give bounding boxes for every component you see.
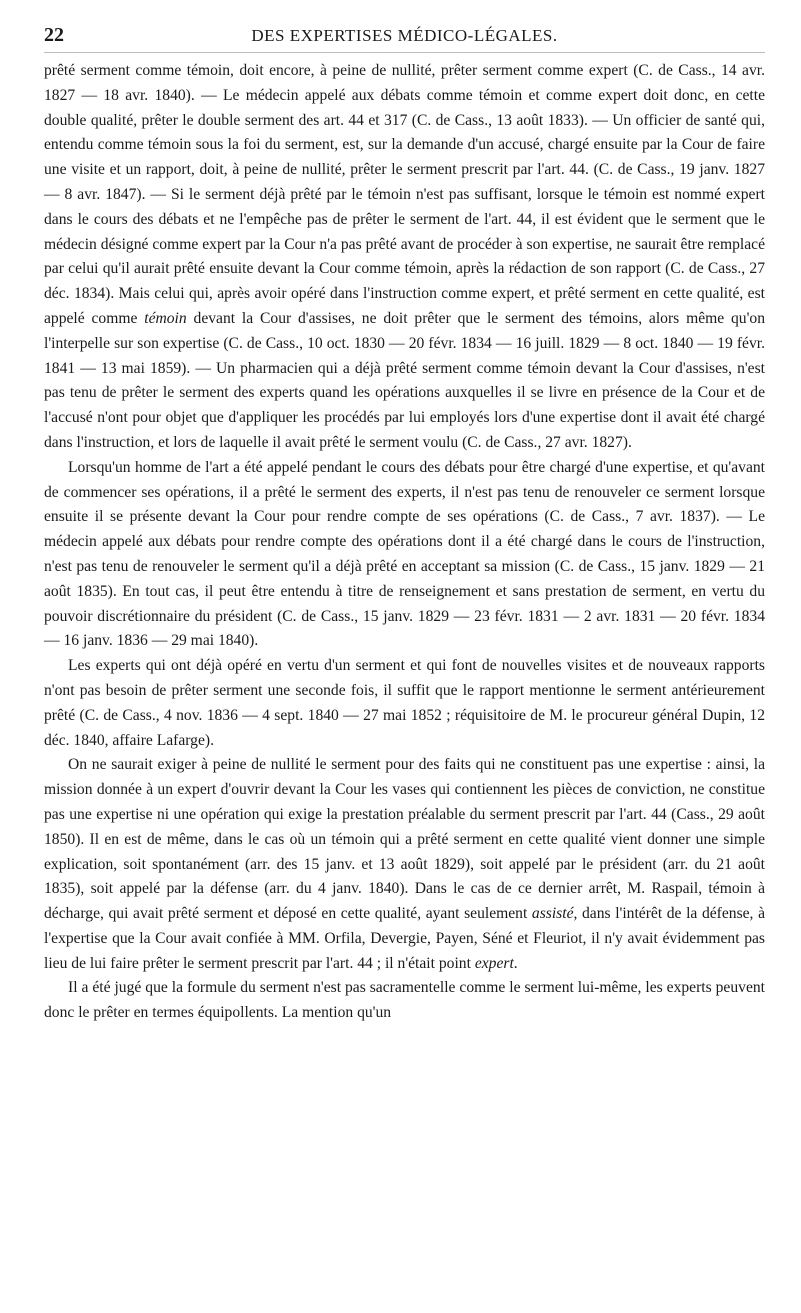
body-text	[44, 59, 765, 1026]
page-header	[44, 22, 765, 53]
emphasis-assiste: assisté	[531, 905, 574, 923]
running-head: DES EXPERTISES MÉDICO-LÉGALES.	[251, 26, 558, 45]
emphasis-temoin: témoin	[144, 309, 187, 327]
paragraph-1: prêté serment comme témoin, doit encore, à peine de nullité, prêter serment comme expert (C. de Cass., 14 avr. 1827 — 18 avr. 1840). — Le médecin appelé aux débats comme témoin et comme expert doit donc, en cette double qualité, prêter le double serment des art. 44 et 317 (C. de Cass., 13 août 1833). — Un officier de santé qui, entendu comme témoin sous la foi du serment, est, sur la demande d'un accusé, chargé ensuite par la Cour de faire une visite et un rapport, doit, à peine de nullité, prêter le serment prescrit par l'art. 44. (C. de Cass., 19 janv. 1827 — 8 avr. 1847). — Si le serment déjà prêté par le témoin n'est pas suffisant, lorsque le témoin est nommé expert dans le cours des débats et ne l'empêche pas de prêter le serment de l'art. 44, il est évident que le serment que le médecin désigné comme expert par la Cour n'a pas prêté avant de procéder à son expertise, ne saurait être remplacé par celui qu'il aurait prêté ensuite devant la Cour comme témoin, après la rédaction de son rapport (C. de Cass., 27 déc. 1834). Mais celui qui, après avoir opéré dans l'instruction comme expert, et prêté serment en cette qualité, est appelé comme témoin devant la Cour d'assises, ne doit prêter que le serment des témoins, alors même qu'on l'interpelle sur son expertise (C. de Cass., 10 oct. 1830 — 20 févr. 1834 — 16 juill. 1829 — 8 oct. 1840 — 19 févr. 1841 — 13 mai 1859). — Un pharmacien qui a déjà prêté serment comme témoin devant la Cour d'assises, n'est pas tenu de prêter le serment des experts quand les opérations auxquelles il se livre en présence de la Cour et de l'accusé n'ont pour objet que d'appliquer les procédés par lui employés lors d'une expertise dont il avait été chargé dans l'instruction, et lors de laquelle il avait prêté le serment voulu (C. de Cass., 27 avr. 1827).	[44, 62, 765, 451]
paragraph-4: On ne saurait exiger à peine de nullité le serment pour des faits qui ne constituent pas une expertise : ainsi, la mission donnée à un expert d'ouvrir devant la Cour les vases qui contiennent les pièces de conviction, ne constitue pas une expertise ni une opération qui exige la prestation préalable du serment prescrit par l'art. 44 (Cass., 29 août 1850). Il en est de même, dans le cas où un témoin qui a prêté serment en cette qualité vient donner une simple explication, soit spontanément (arr. des 15 janv. et 13 août 1829), soit appelé par le président (arr. du 21 août 1835), soit appelé par la défense (arr. du 4 janv. 1840). Dans le cas de ce dernier arrêt, M. Raspail, témoin à décharge, qui avait prêté serment et déposé en cette qualité, ayant seulement assisté, dans l'intérêt de la défense, à l'expertise que la Cour avait confiée à MM. Orfila, Devergie, Payen, Séné et Fleuriot, il n'y avait évidemment pas lieu de lui faire prêter le serment prescrit par l'art. 44 ; il n'était point expert.	[44, 756, 765, 972]
paragraph-3: Les experts qui ont déjà opéré en vertu d'un serment et qui font de nouvelles visites et de nouveaux rapports n'ont pas besoin de prêter serment une seconde fois, il suffit que le rapport mentionne le serment antérieurement prêté (C. de Cass., 4 nov. 1836 — 4 sept. 1840 — 27 mai 1852 ; réquisitoire de M. le procureur général Dupin, 12 déc. 1840, affaire Lafarge).	[44, 657, 765, 749]
page-number: 22	[44, 24, 64, 46]
paragraph-5: Il a été jugé que la formule du serment n'est pas sacramentelle comme le serment lui-même, les experts peuvent donc le prêter en termes équipollents. La mention qu'un	[44, 979, 765, 1022]
emphasis-expert: expert	[474, 954, 514, 972]
paragraph-2: Lorsqu'un homme de l'art a été appelé pendant le cours des débats pour être chargé d'une expertise, et qu'avant de commencer ses opérations, il a prêté le serment des experts, il n'est pas tenu de renouveler ce serment lorsque ensuite il se présente devant la Cour pour rendre compte de ses opérations (C. de Cass., 7 avr. 1837). — Le médecin appelé aux débats pour rendre compte des opérations dont il a été chargé dans le cours de l'instruction, n'est pas tenu de renouveler le serment qu'il a déjà prêté en acceptant sa mission (C. de Cass., 15 janv. 1829 — 21 août 1835). En tout cas, il peut être entendu à titre de renseignement et sans prestation de serment, en vertu du pouvoir discrétionnaire du président (C. de Cass., 15 janv. 1829 — 23 févr. 1831 — 2 avr. 1831 — 20 févr. 1834 — 16 janv. 1836 — 29 mai 1840).	[44, 458, 765, 650]
